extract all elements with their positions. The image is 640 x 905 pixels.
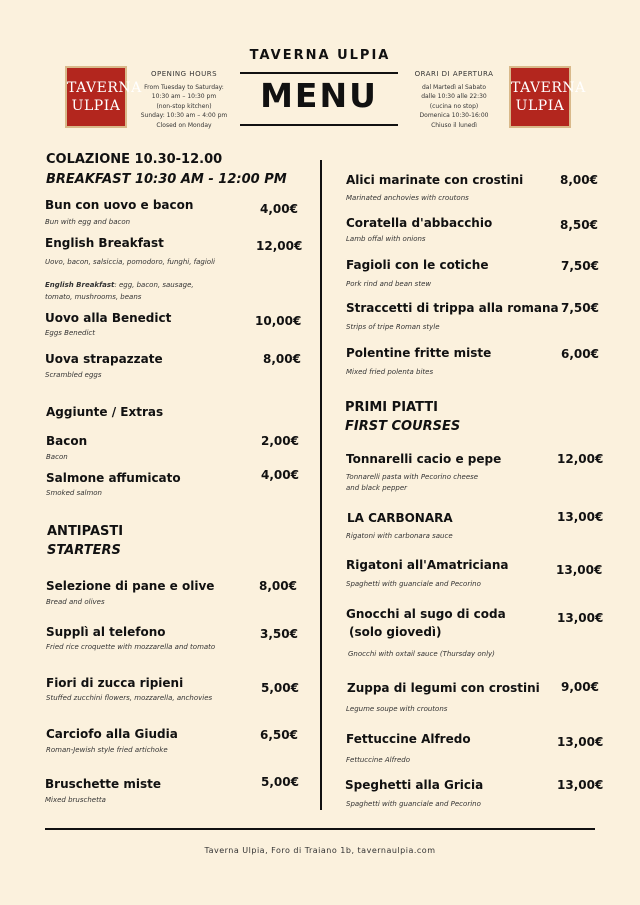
hours-title: ORARI DI APERTURA	[414, 70, 494, 78]
hours-line: Domenica 10:30-16:00	[419, 112, 489, 119]
menu-item-price: 9,00€	[561, 680, 599, 694]
hours-line: dal Martedì al Sabato	[421, 83, 487, 91]
menu-item-price: 8,00€	[560, 173, 598, 187]
hours-line: Sunday: 10:30 am – 4:00 pm	[140, 112, 228, 119]
logo-text: ULPIA	[515, 98, 565, 114]
hours-line: From Tuesday to Saturday:	[144, 83, 224, 91]
menu-item-name: English Breakfast	[45, 236, 164, 250]
menu-item-price: 6,00€	[561, 347, 599, 361]
menu-item-desc: Strips of tripe Roman style	[346, 323, 440, 331]
menu-item-name: Coratella d'abbacchio	[346, 216, 493, 230]
hours-line: Closed on Monday	[156, 121, 212, 129]
logo-text: ULPIA	[71, 98, 121, 114]
breakfast-title-en: BREAKFAST 10:30 AM - 12:00 PM	[46, 172, 287, 187]
menu-item-name: Alici marinate con crostini	[346, 173, 524, 187]
first-courses-title-it: PRIMI PIATTI	[345, 400, 438, 415]
menu-item-desc: Gnocchi with oxtail sauce (Thursday only)	[348, 650, 495, 658]
menu-item-desc: Legume soupe with croutons	[346, 705, 448, 713]
logo-right	[509, 66, 586, 128]
menu-item-desc: Bacon	[46, 453, 68, 461]
extras-title: Aggiunte / Extras	[46, 405, 164, 419]
menu-item-price: 12,00€	[256, 239, 303, 253]
footer-text: Taverna Ulpia, Foro di Traiano 1b, tavernaulpia.com	[204, 846, 436, 855]
menu-item-desc: Lamb offal with onions	[346, 235, 426, 243]
menu-item-name: Fiori di zucca ripieni	[46, 676, 184, 690]
first-courses-title-en: FIRST COURSES	[345, 419, 461, 434]
menu-item-name: Polentine fritte miste	[346, 346, 492, 360]
note-rest: : egg, bacon, sausage,	[114, 281, 194, 289]
opening-hours-it	[408, 70, 500, 130]
menu-item-price: 8,00€	[263, 352, 301, 366]
menu-item-desc: Mixed bruschetta	[45, 796, 106, 804]
column-divider	[320, 160, 322, 810]
menu-item-name: Zuppa di legumi con crostini	[347, 681, 540, 695]
menu-item-note-line2: tomato, mushrooms, beans	[45, 293, 142, 301]
note-bold: English Breakfast	[45, 281, 115, 289]
menu-item-name: Bun con uovo e bacon	[45, 198, 194, 212]
menu-item-name: LA CARBONARA	[347, 511, 453, 525]
menu-item-price: 8,50€	[560, 218, 598, 232]
menu-item-desc: Fettuccine Alfredo	[346, 756, 410, 764]
menu-item-price: 5,00€	[261, 775, 299, 789]
hours-line: dalle 10:30 alle 22:30	[421, 93, 487, 100]
menu-item-price: 8,00€	[259, 579, 297, 593]
hours-line: (cucina no stop)	[429, 102, 479, 110]
title-rule-top	[240, 72, 398, 74]
menu-item-name-line2: (solo giovedì)	[349, 625, 442, 639]
menu-item-desc: Tonnarelli pasta with Pecorino cheese	[346, 473, 479, 481]
starters-title-en: STARTERS	[47, 543, 121, 558]
menu-item-name: Carciofo alla Giudia	[46, 727, 178, 741]
menu-item-desc: Roman-Jewish style fried artichoke	[46, 746, 168, 754]
menu-item-desc: Scrambled eggs	[45, 371, 102, 379]
menu-item-name: Fagioli con le cotiche	[346, 258, 489, 272]
menu-item-name: Speghetti alla Gricia	[345, 778, 484, 792]
footer-rule	[45, 828, 595, 830]
menu-item-name: Supplì al telefono	[46, 625, 166, 639]
menu-item-price: 6,50€	[260, 728, 298, 742]
menu-item-price: 10,00€	[255, 314, 302, 328]
menu-item-price: 4,00€	[261, 468, 299, 482]
menu-item-name: Salmone affumicato	[46, 471, 181, 485]
menu-item-desc-line2: and black pepper	[346, 484, 408, 492]
menu-item-name: Bruschette miste	[45, 777, 161, 791]
menu-title: MENU	[260, 76, 378, 115]
menu-item-desc: Spaghetti with guanciale and Pecorino	[346, 800, 481, 808]
hours-line: (non-stop kitchen)	[156, 102, 212, 110]
menu-item-price: 13,00€	[557, 735, 604, 749]
title-rule-bottom	[240, 124, 398, 126]
menu-item-name: Uova strapazzate	[45, 352, 163, 366]
menu-item-price: 7,50€	[561, 259, 599, 273]
starters-title-it: ANTIPASTI	[47, 524, 124, 539]
menu-item-desc: Stuffed zucchini flowers, mozzarella, anchovies	[46, 694, 213, 702]
menu-item-desc: Spaghetti with guanciale and Pecorino	[346, 580, 481, 588]
hours-title: OPENING HOURS	[150, 70, 218, 78]
menu-item-price: 13,00€	[557, 778, 604, 792]
opening-hours-en	[138, 70, 230, 130]
menu-item-desc: Marinated anchovies with croutons	[346, 194, 469, 202]
menu-item-desc: Smoked salmon	[46, 489, 102, 497]
menu-item-desc: Rigatoni with carbonara sauce	[346, 532, 453, 540]
menu-item-desc: Fried rice croquette with mozzarella and tomato	[46, 643, 216, 651]
menu-item-desc: Pork rind and bean stew	[346, 280, 432, 288]
menu-item-price: 13,00€	[556, 563, 603, 577]
menu-item-name: Uovo alla Benedict	[45, 311, 172, 325]
menu-item-price: 5,00€	[261, 681, 299, 695]
menu-item-price: 4,00€	[260, 202, 298, 216]
menu-item-name: Gnocchi al sugo di coda	[346, 607, 506, 621]
menu-item-price: 13,00€	[557, 611, 604, 625]
menu-item-note	[45, 280, 194, 290]
menu-item-name: Rigatoni all'Amatriciana	[346, 558, 509, 572]
menu-item-price: 2,00€	[261, 434, 299, 448]
menu-item-desc: Mixed fried polenta bites	[346, 368, 434, 376]
menu-item-price: 12,00€	[557, 452, 604, 466]
logo-text: TAVERNA	[67, 80, 142, 96]
menu-item-name: Bacon	[46, 434, 88, 448]
menu-item-name: Fettuccine Alfredo	[346, 732, 471, 746]
menu-item-price: 7,50€	[561, 301, 599, 315]
menu-item-name: Straccetti di trippa alla romana	[346, 301, 559, 315]
menu-item-name: Tonnarelli cacio e pepe	[346, 452, 502, 466]
logo-left	[65, 66, 142, 128]
restaurant-name: TAVERNA ULPIA	[249, 48, 391, 63]
menu-item-desc: Bun with egg and bacon	[45, 218, 131, 226]
menu-item-name: Selezione di pane e olive	[46, 579, 215, 593]
hours-line: Chiuso il lunedì	[431, 121, 477, 129]
menu-item-desc: Eggs Benedict	[45, 329, 96, 337]
menu-item-price: 13,00€	[557, 510, 604, 524]
menu-item-desc: Bread and olives	[46, 598, 105, 606]
breakfast-title-it: COLAZIONE 10.30-12.00	[46, 152, 223, 167]
hours-line: 10:30 am – 10:30 pm	[151, 93, 217, 100]
menu-item-price: 3,50€	[260, 627, 298, 641]
logo-text: TAVERNA	[511, 80, 586, 96]
menu-item-desc: Uovo, bacon, salsiccia, pomodoro, funghi, fagioli	[45, 258, 215, 266]
